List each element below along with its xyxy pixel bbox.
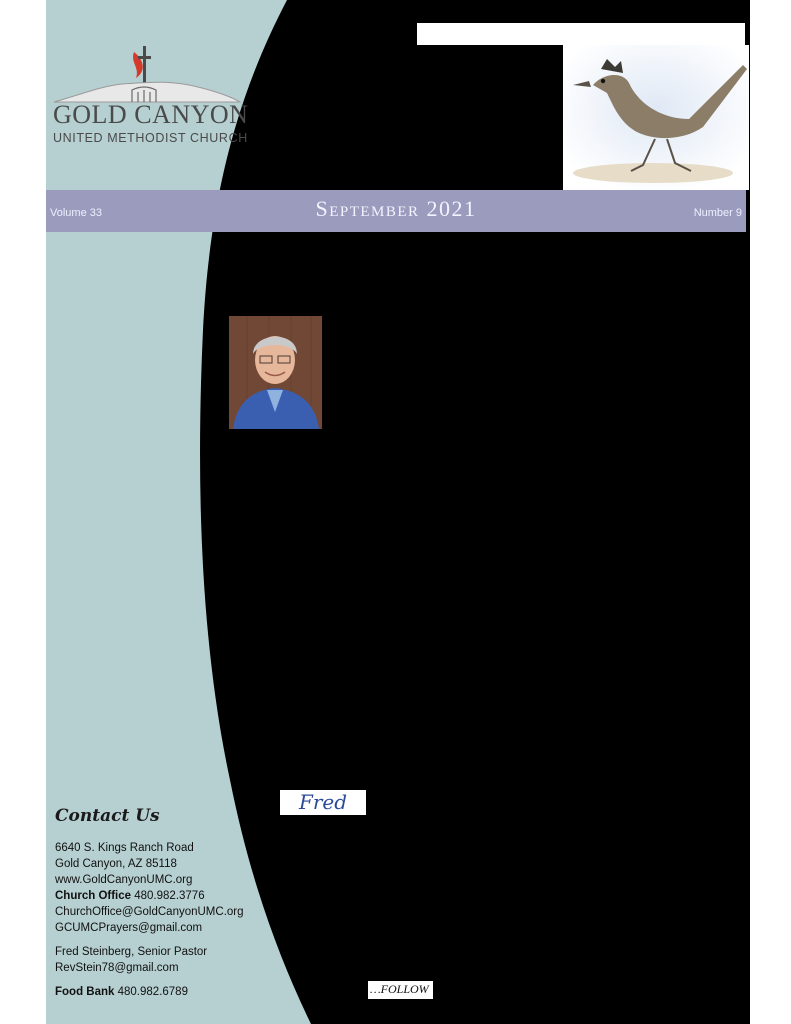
pastor-portrait: [229, 316, 322, 429]
issue-number: Number 9: [693, 207, 742, 219]
office-email-link[interactable]: ChurchOffice@GoldCanyonUMC.org: [55, 906, 244, 918]
office-label: Church Office: [55, 890, 132, 902]
follow-box: [368, 981, 433, 999]
roadrunner-image: [563, 45, 749, 190]
food-bank-line: [55, 984, 244, 1000]
volume-label: Volume 33: [50, 207, 102, 219]
address-line2: Gold Canyon, AZ 85118: [55, 858, 177, 870]
contact-info: [55, 840, 244, 1000]
follow-text: …FOLLOW: [370, 982, 429, 996]
food-bank-label: Food Bank: [55, 986, 115, 998]
prayers-email-link[interactable]: GCUMCPrayers@gmail.com: [55, 922, 203, 934]
church-logo: [52, 44, 242, 104]
cross-and-flame-icon: [133, 46, 151, 86]
website-link[interactable]: www.GoldCanyonUMC.org: [55, 874, 193, 886]
office-phone: 480.982.3776: [134, 890, 205, 902]
food-bank-phone: 480.982.6789: [117, 986, 188, 998]
roadrunner-illustration: [563, 45, 749, 190]
issue-month: September 2021: [315, 196, 477, 221]
pastor-name: Fred Steinberg, Senior Pastor: [55, 946, 208, 958]
church-office-line: [55, 888, 244, 904]
pastor-signature: Fred: [298, 790, 348, 814]
header-white-bar: [417, 23, 745, 45]
church-subtitle: UNITED METHODIST CHURCH: [53, 131, 248, 145]
church-name: GOLD CANYON: [53, 100, 249, 129]
pastor-email-link[interactable]: RevStein78@gmail.com: [55, 962, 179, 974]
signature-box: [280, 790, 366, 815]
contact-heading: Contact Us: [55, 806, 160, 826]
address-line1: 6640 S. Kings Ranch Road: [55, 842, 194, 854]
issue-banner: [46, 190, 746, 232]
